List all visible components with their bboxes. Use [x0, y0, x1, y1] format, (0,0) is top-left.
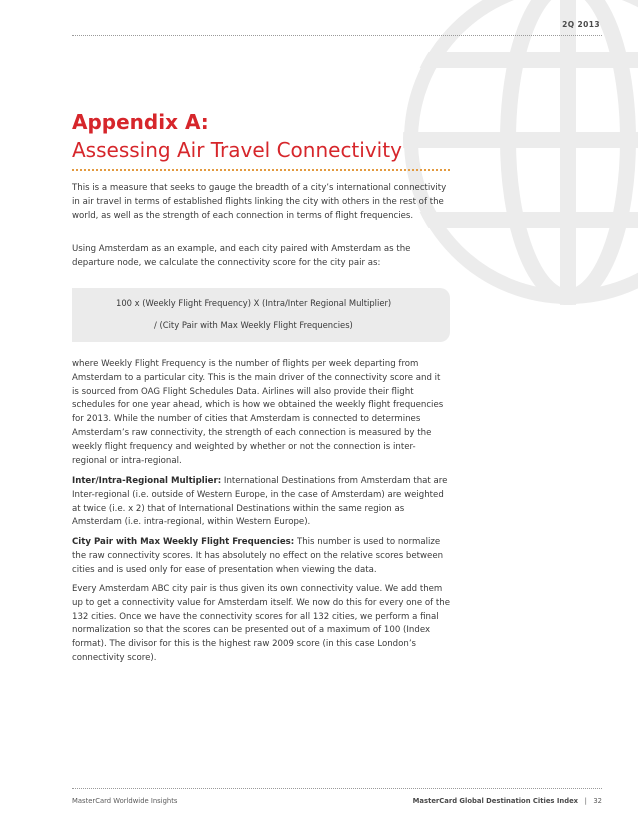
page-number: 32	[593, 797, 602, 805]
max-frequency-text: This number is used to normalize the raw connectivity scores. It has absolutely no effect on the relative scores between cities and is used only for ease of presentation when viewing the data.	[72, 537, 444, 575]
max-frequency-label: City Pair with Max Weekly Flight Frequencies:	[72, 537, 295, 547]
multiplier-label: Inter/Intra-Regional Multiplier:	[72, 476, 222, 486]
footer-publication	[413, 797, 602, 805]
footer-source: MasterCard Worldwide Insights	[72, 797, 178, 805]
header-date: 2Q 2013	[562, 20, 600, 29]
formula-box	[72, 288, 450, 342]
paragraph-weekly-frequency: where Weekly Flight Frequency is the number of flights per week departing from Amsterdam to a particular city. This is the main driver of the connectivity score and it is sourced from OAG Flight Schedules Data. Airlines will also provide their flight schedules for one year ahead, which is how we obtained the weekly flight frequencies for 2013. While the number of cities that Amsterdam is connected to determines Amsterdam’s raw connectivity, the strength of each connection is measured by the weekly flight frequency and weighted by whether or not the connection is inter-regional or intra-regional.	[72, 359, 444, 466]
paragraph-multiplier	[72, 475, 450, 530]
formula-denominator: / (City Pair with Max Weekly Flight Frequencies)	[154, 320, 353, 330]
paragraph-intro: This is a measure that seeks to gauge the breadth of a city’s international connectivity in air travel in terms of established flights linking the city with others in the rest of the world, as well as the strength of each connection in terms of flight frequencies.	[72, 183, 447, 221]
footer-divider	[72, 788, 602, 789]
page-title: Appendix A:	[72, 110, 209, 134]
paragraph-max-frequency	[72, 536, 450, 577]
paragraph-example: Using Amsterdam as an example, and each city paired with Amsterdam as the departure node, we calculate the connectivity score for the city pair as:	[72, 244, 411, 268]
footer-separator: |	[584, 797, 587, 805]
paragraph-summary: Every Amsterdam ABC city pair is thus given its own connectivity value. We add them up to get a connectivity value for Amsterdam itself. We now do this for every one of the 132 cities. Once we have the connectivity scores for all 132 cities, we perform a final normalization so that the scores can be presented out of a maximum of 100 (Index format). The divisor for this is the highest raw 2009 score (in this case London’s connectivity score).	[72, 584, 450, 663]
title-divider	[72, 169, 450, 171]
header-divider	[72, 35, 602, 36]
formula-numerator: 100 x (Weekly Flight Frequency) X (Intra/Inter Regional Multiplier)	[116, 298, 392, 308]
globe-graphic	[398, 0, 638, 330]
page-subtitle: Assessing Air Travel Connectivity	[72, 138, 402, 162]
multiplier-text: International Destinations from Amsterdam that are Inter-regional (i.e. outside of Western Europe, in the case of Amsterdam) are weighted at twice (i.e. x 2) that of International Destinations within the same region as Amsterdam (i.e. intra-regional, within Western Europe).	[72, 476, 448, 528]
publication-name: MasterCard Global Destination Cities Index	[412, 797, 579, 805]
